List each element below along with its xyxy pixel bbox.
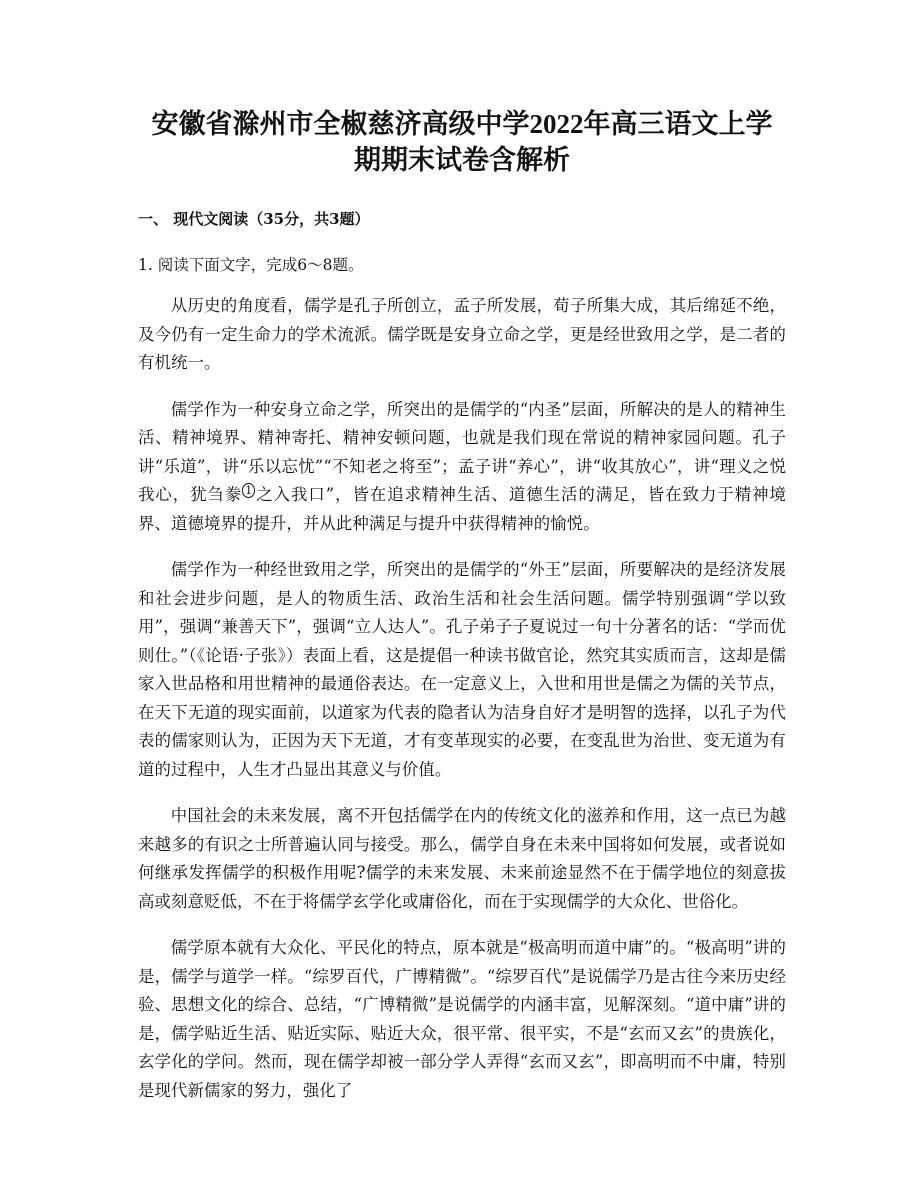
paragraph-4: 中国社会的未来发展，离不开包括儒学在内的传统文化的滋养和作用，这一点已为越来越多的有识之士所普遍认同与接受。那么，儒学自身在未来中国将如何发展，或者说如何继承发挥儒学的积极作用呢?儒学的未来发展、未来前途显然不在于儒学地位的刻意拔高或刻意贬低，不在于将儒学玄学化或庸俗化，而在于实现儒学的大众化、世俗化。 xyxy=(138,806,786,911)
title-line-1: 安徽省滁州市全椒慈济高级中学2022年高三语文上学 xyxy=(151,109,773,139)
question-intro: 1. 阅读下面文字，完成6～8题。 xyxy=(138,256,364,274)
paragraph-2-part-b: 之入我口”，皆在追求精神生活、道德生活的满足，皆在致力于精神境界、道德境界的提升，并从此种满足与提升中获得精神的愉悦。 xyxy=(138,485,786,533)
document-title xyxy=(138,106,786,178)
section-heading: 一、 现代文阅读（35分，共3题） xyxy=(138,210,370,228)
title-line-2: 期期末试卷含解析 xyxy=(354,145,570,175)
paragraph-2 xyxy=(138,396,786,539)
paragraph-3: 儒学作为一种经世致用之学，所突出的是儒学的“外王”层面，所要解决的是经济发展和社会进步问题，是人的物质生活、政治生活和社会生活问题。儒学特别强调“学以致用”，强调“兼善天下”，强调“立人达人”。孔子弟子子夏说过一句十分著名的话：“学而优则仕。”（《论语·子张》）表面上看，这是提倡一种读书做官论，然究其实质而言，这却是儒家入世品格和用世精神的最通俗表达。在一定意义上，入世和用世是儒之为儒的关节点，在天下无道的现实面前，以道家为代表的隐者认为洁身自好才是明智的选择，以孔子为代表的儒家则认为，正因为天下无道，才有变革现实的必要，在变乱世为治世、变无道为有道的过程中，人生才凸显出其意义与价值。 xyxy=(138,560,786,779)
paragraph-2-part-a: 儒学作为一种安身立命之学，所突出的是儒学的“内圣”层面，所解决的是人的精神生活、精神境界、精神寄托、精神安顿问题，也就是我们现在常说的精神家园问题。孔子讲“乐道”，讲“乐以忘忧”“不知老之将至”；孟子讲“养心”，讲“收其放心”，讲“理义之悦我心，犹刍豢 xyxy=(138,399,786,504)
paragraph-1: 从历史的角度看，儒学是孔子所创立，孟子所发展，荀子所集大成，其后绵延不绝，及今仍有一定生命力的学术流派。儒学既是安身立命之学，更是经世致用之学，是二者的有机统一。 xyxy=(138,296,786,372)
footnote-marker: 1 xyxy=(242,483,255,498)
paragraph-5: 儒学原本就有大众化、平民化的特点，原本就是“极高明而道中庸”的。“极高明”讲的是，儒学与道学一样。“综罗百代，广博精微”。“综罗百代”是说儒学乃是古往今来历史经验、思想文化的综合、总结，“广博精微”是说儒学的内涵丰富，见解深刻。“道中庸”讲的是，儒学贴近生活、贴近实际、贴近大众，很平常、很平实，不是“玄而又玄”的贵族化，玄学化的学问。然而，现在儒学却被一部分学人弄得“玄而又玄”，即高明而不中庸，特别是现代新儒家的努力，强化了 xyxy=(138,938,786,1100)
